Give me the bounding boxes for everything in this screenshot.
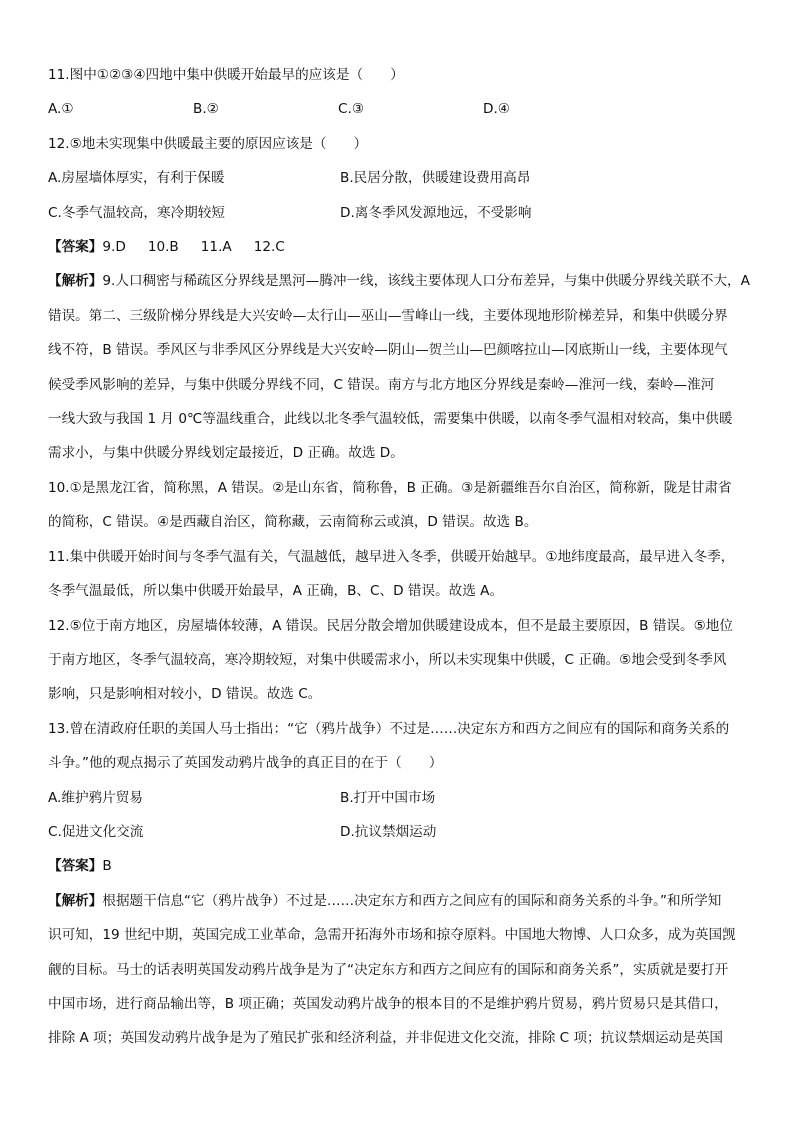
question-13-options-row-1 (48, 781, 756, 815)
option-b: B.② (193, 101, 219, 118)
question-12-stem: 12.⑤地未实现集中供暖最主要的原因应该是（ ） (48, 135, 368, 152)
analysis-9-line: 错误。第二、三级阶梯分界线是大兴安岭—太行山—巫山—雪峰山一线，主要体现地形阶梯差异，和集中供暖分界 (48, 307, 728, 324)
analysis-12-line: 于南方地区，冬季气温较高，寒冷期较短，对集中供暖需求小，所以未实现集中供暖，C 正确。⑤地会受到冬季风 (48, 651, 727, 668)
analysis-9-line: 一线大致与我国 1 月 0℃等温线重合，此线以北冬季气温较低，需要集中供暖，以南冬季气温相对较高，集中供暖 (48, 411, 733, 428)
analysis-13-line: 觎的目标。马士的话表明英国发动鸦片战争是为了“决定东方和西方之间应有的国际和商务关系”，实质就是要打开 (48, 961, 729, 978)
option-c: C.冬季气温较高，寒冷期较短 (48, 204, 225, 221)
analysis-13-line: 识可知，19 世纪中期，英国完成工业革命，急需开拓海外市场和掠夺原料。中国地大物博、人口众多，成为英国觊 (48, 927, 736, 944)
option-c: C.促进文化交流 (48, 823, 144, 840)
analysis-9-line: 线不符，B 错误。季风区与非季风区分界线是大兴安岭—阴山—贺兰山—巴颜喀拉山—冈底斯山一线，主要体现气 (48, 342, 728, 359)
question-13-stem: 13.曾在清政府任职的美国人马士指出：“它（鸦片战争）不过是……决定东方和西方之间应有的国际和商务关系的 (48, 720, 730, 737)
question-12-options-row-2 (48, 196, 756, 230)
question-13-options-row-2 (48, 815, 756, 849)
analysis-10-line: 10.①是黑龙江省，简称黑，A 错误。②是山东省，简称鲁，B 正确。③是新疆维吾尔自治区，简称新，陇是甘肃省 (48, 479, 732, 496)
analysis-9-line: 需求小，与集中供暖分界线划定最接近，D 正确。故选 D。 (48, 445, 404, 462)
analysis-13-line: 排除 A 项；英国发动鸦片战争是为了殖民扩张和经济利益，并非促进文化交流，排除 C 项；抗议禁烟运动是英国 (48, 1030, 723, 1047)
analysis-12-line: 12.⑤位于南方地区，房屋墙体较薄，A 错误。民居分散会增加供暖建设成本，但不是最主要原因，B 错误。⑤地位 (48, 617, 733, 634)
answer-item: 12.C (253, 239, 285, 256)
answer-label: 【答案】 (48, 858, 103, 875)
option-b: B.民居分散，供暖建设费用高昂 (340, 170, 531, 187)
option-a: A.维护鸦片贸易 (48, 789, 143, 806)
answer-item: 11.A (200, 239, 232, 256)
option-a: A.① (48, 101, 74, 118)
analysis-label: 【解析】 (48, 892, 103, 909)
analysis-12-line: 影响，只是影响相对较小，D 错误。故选 C。 (48, 686, 322, 703)
option-b: B.打开中国市场 (340, 789, 436, 806)
question-13-stem: 斗争。”他的观点揭示了英国发动鸦片战争的真正目的在于（ ） (48, 755, 443, 772)
analysis-9-line: 【解析】9.人口稠密与稀疏区分界线是黑河—腾冲一线，该线主要体现人口分布差异，与集中供暖分界线关联不大，A (48, 273, 750, 290)
question-11-options (48, 92, 756, 126)
answer-13 (48, 849, 756, 883)
question-12-options-row-1 (48, 161, 756, 195)
analysis-9-line: 候受季风影响的差异，与集中供暖分界线不同，C 错误。南方与北方地区分界线是秦岭—淮河一线，秦岭—淮河 (48, 376, 715, 393)
analysis-13-line: 中国市场，进行商品输出等，B 项正确；英国发动鸦片战争的根本目的不是维护鸦片贸易，鸦片贸易只是其借口， (48, 995, 728, 1012)
analysis-label: 【解析】 (48, 273, 103, 290)
answer-label: 【答案】 (48, 239, 103, 256)
answer-9-12 (48, 230, 756, 264)
option-d: D.离冬季风发源地远，不受影响 (340, 204, 532, 221)
option-a: A.房屋墙体厚实，有利于保暖 (48, 170, 225, 187)
question-11-stem: 11.图中①②③④四地中集中供暖开始最早的应该是（ ） (48, 67, 404, 83)
analysis-13-line: 【解析】根据题干信息“它（鸦片战争）不过是……决定东方和西方之间应有的国际和商务关系的斗争。”和所学知 (48, 892, 722, 909)
analysis-11-line: 11.集中供暖开始时间与冬季气温有关，气温越低，越早进入冬季，供暖开始越早。①地纬度最高，最早进入冬季， (48, 548, 735, 565)
analysis-10-line: 的简称，C 错误。④是西藏自治区，简称藏，云南简称云或滇，D 错误。故选 B。 (48, 514, 538, 531)
analysis-11-line: 冬季气温最低，所以集中供暖开始最早，A 正确，B、C、D 错误。故选 A。 (48, 583, 504, 600)
answer-item: 10.B (147, 239, 179, 256)
option-d: D.④ (483, 101, 510, 118)
answer-item: 9.D (102, 239, 126, 256)
option-d: D.抗议禁烟运动 (340, 823, 437, 840)
option-c: C.③ (338, 101, 364, 118)
answer-value: B (102, 858, 112, 875)
